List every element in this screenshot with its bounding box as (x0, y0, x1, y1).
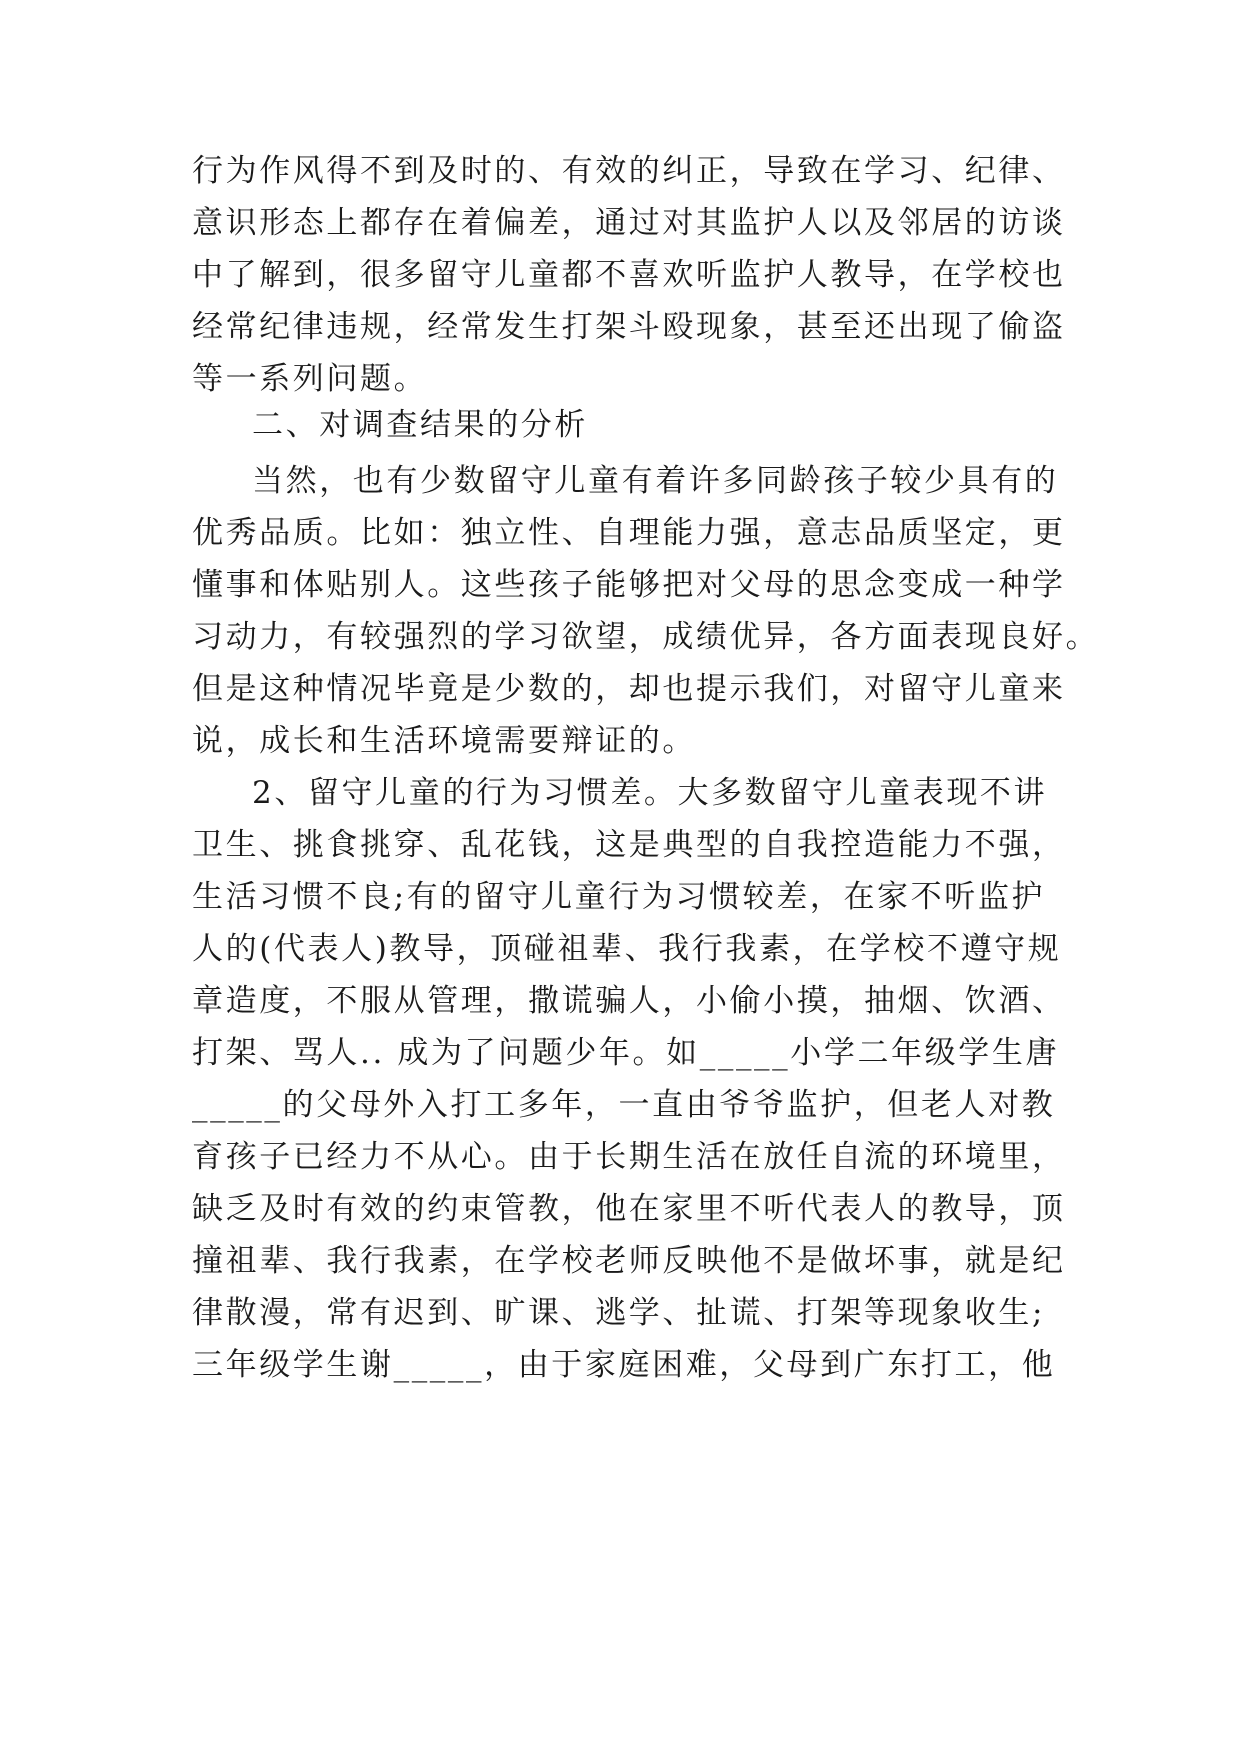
paragraph-line: 行为作风得不到及时的、有效的纠正，导致在学习、纪律、 (192, 153, 1066, 189)
paragraph-line: 三年级学生谢_____，由于家庭困难，父母到广东打工，他 (192, 1347, 1056, 1383)
section-heading: 二、对调查结果的分析 (252, 407, 588, 443)
paragraph-line: 生活习惯不良;有的留守儿童行为习惯较差，在家不听监护 (192, 879, 1046, 915)
paragraph-line: 说，成长和生活环境需要辩证的。 (192, 723, 696, 759)
paragraph-line: 撞祖辈、我行我素，在学校老师反映他不是做坏事，就是纪 (192, 1243, 1066, 1279)
paragraph-line: 习动力，有较强烈的学习欲望，成绩优异，各方面表现良好。 (192, 619, 1100, 655)
paragraph-line: 育孩子已经力不从心。由于长期生活在放任自流的环境里， (192, 1139, 1066, 1175)
paragraph-line: 懂事和体贴别人。这些孩子能够把对父母的思念变成一种学 (192, 567, 1066, 603)
paragraph-line: 律散漫，常有迟到、旷课、逃学、扯谎、打架等现象收生; (192, 1295, 1046, 1331)
paragraph-line: 卫生、挑食挑穿、乱花钱，这是典型的自我控造能力不强， (192, 827, 1066, 863)
paragraph-line: 但是这种情况毕竟是少数的，却也提示我们，对留守儿童来 (192, 671, 1066, 707)
paragraph-line: 优秀品质。比如：独立性、自理能力强，意志品质坚定，更 (192, 515, 1066, 551)
paragraph-line: 意识形态上都存在着偏差，通过对其监护人以及邻居的访谈 (192, 205, 1066, 241)
paragraph-line: _____的父母外入打工多年，一直由爷爷监护，但老人对教 (192, 1087, 1056, 1123)
paragraph-line: 缺乏及时有效的约束管教，他在家里不听代表人的教导，顶 (192, 1191, 1066, 1227)
paragraph-line: 当然，也有少数留守儿童有着许多同龄孩子较少具有的 (252, 463, 1059, 499)
paragraph-line: 人的(代表人)教导，顶碰祖辈、我行我素，在学校不遵守规 (192, 931, 1062, 967)
paragraph-line: 2、留守儿童的行为习惯差。大多数留守儿童表现不讲 (252, 775, 1048, 811)
paragraph-line: 章造度，不服从管理，撒谎骗人，小偷小摸，抽烟、饮酒、 (192, 983, 1066, 1019)
paragraph-line: 等一系列问题。 (192, 361, 428, 397)
paragraph-line: 打架、骂人.. 成为了问题少年。如_____小学二年级学生唐 (192, 1035, 1060, 1071)
paragraph-line: 经常纪律违规，经常发生打架斗殴现象，甚至还出现了偷盗 (192, 309, 1066, 345)
paragraph-line: 中了解到，很多留守儿童都不喜欢听监护人教导，在学校也 (192, 257, 1066, 293)
